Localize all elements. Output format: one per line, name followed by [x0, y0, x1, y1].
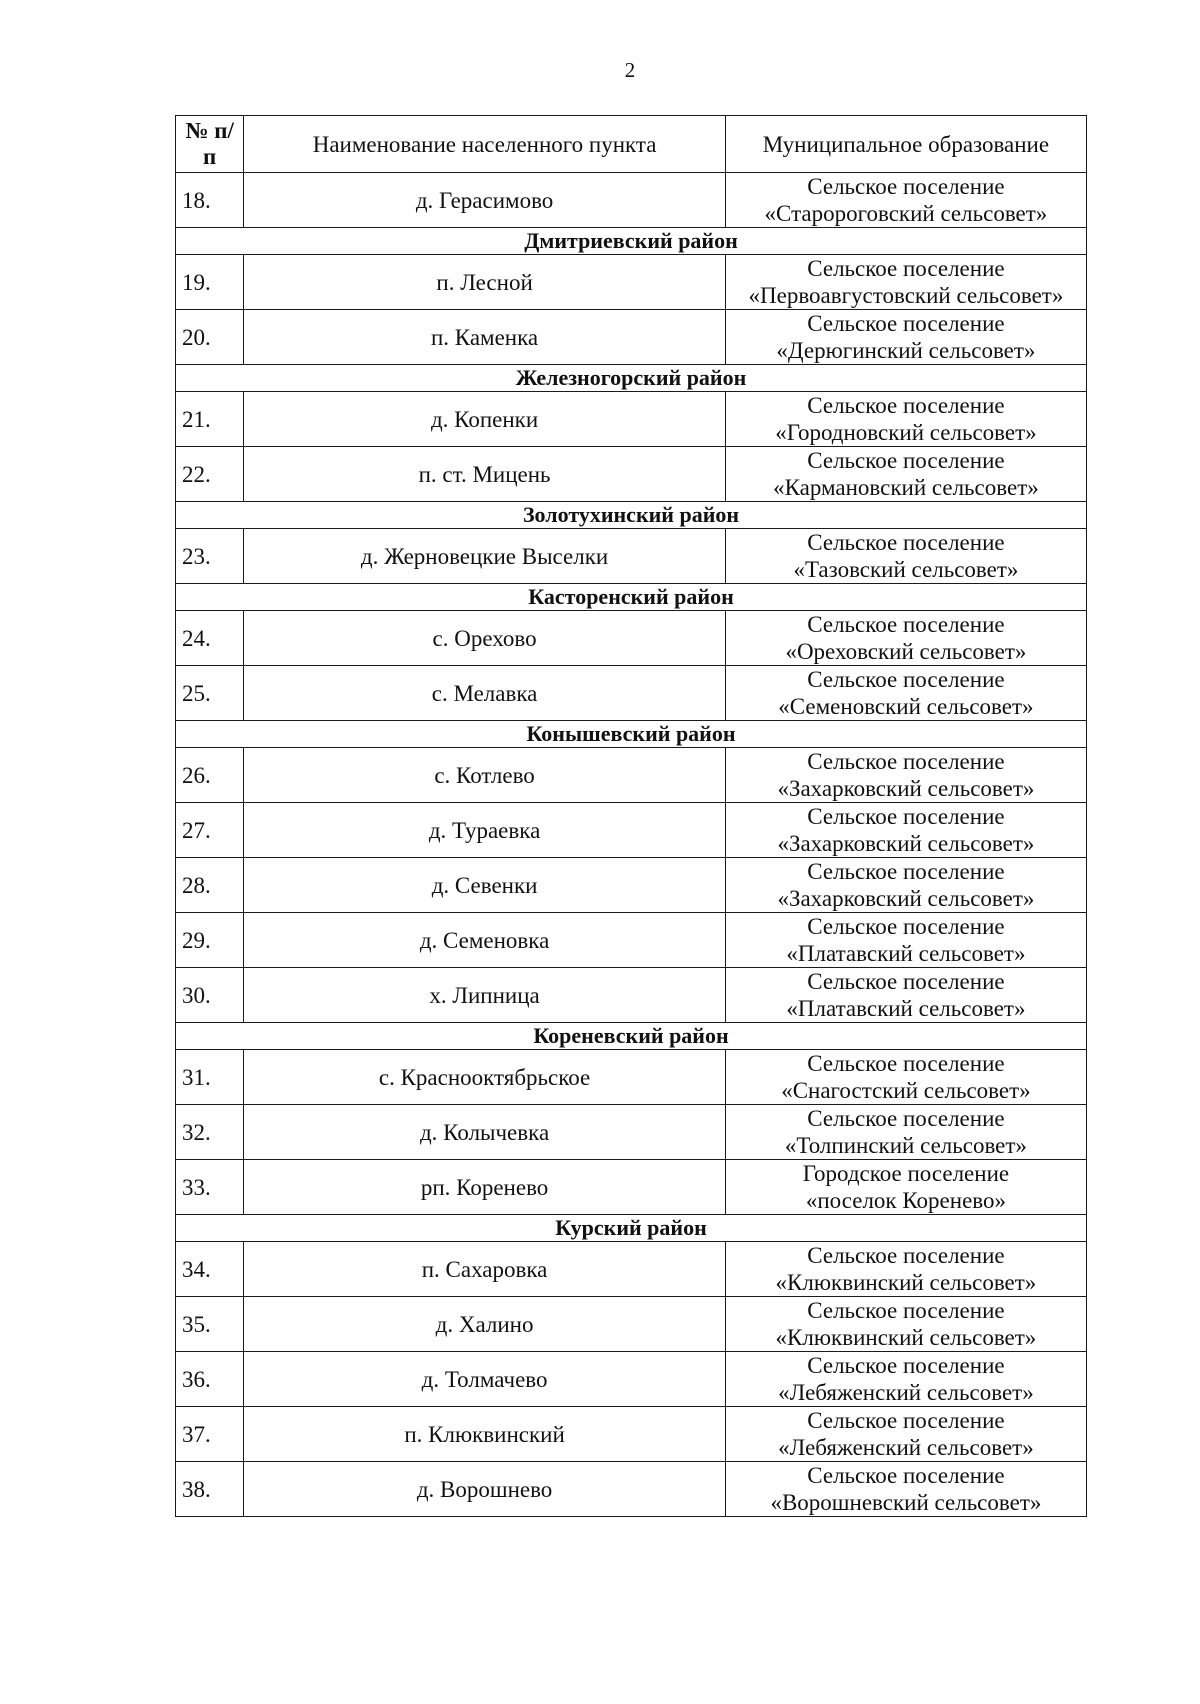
municipality-name: «Захарковский сельсовет» — [777, 776, 1035, 801]
table-row — [176, 968, 1087, 1023]
municipality-type: Сельское поселение — [807, 1051, 1005, 1076]
district-header-row — [176, 1215, 1087, 1242]
municipality-type: Сельское поселение — [807, 612, 1005, 637]
table-row — [176, 611, 1087, 666]
settlement-name: д. Герасимово — [244, 173, 726, 228]
row-number: 18. — [176, 173, 244, 228]
settlement-name: х. Липница — [244, 968, 726, 1023]
page-number: 2 — [624, 58, 636, 82]
row-number: 20. — [176, 310, 244, 365]
municipality-name: «Клюквинский сельсовет» — [775, 1270, 1037, 1295]
row-number: 29. — [176, 913, 244, 968]
table-row — [176, 1462, 1087, 1517]
municipality-name: «Первоавгустовский сельсовет» — [748, 283, 1064, 308]
row-number: 35. — [176, 1297, 244, 1352]
municipality-name: «Снагостский сельсовет» — [781, 1078, 1031, 1103]
row-number: 24. — [176, 611, 244, 666]
municipality-name: «Старороговский сельсовет» — [764, 201, 1048, 226]
settlement-name: с. Котлево — [244, 748, 726, 803]
row-number: 32. — [176, 1105, 244, 1160]
table-body — [176, 173, 1087, 1517]
municipality-cell — [725, 1160, 1086, 1215]
settlement-name: д. Тураевка — [244, 803, 726, 858]
table-row — [176, 255, 1087, 310]
table-row — [176, 447, 1087, 502]
district-title: Курский район — [176, 1215, 1087, 1242]
settlement-name: д. Халино — [244, 1297, 726, 1352]
row-number: 34. — [176, 1242, 244, 1297]
municipality-cell — [725, 529, 1086, 584]
municipality-cell — [725, 447, 1086, 502]
municipality-name: «Платавский сельсовет» — [786, 996, 1026, 1021]
settlement-name: с. Орехово — [244, 611, 726, 666]
settlement-name: п. Клюквинский — [244, 1407, 726, 1462]
municipality-type: Сельское поселение — [807, 804, 1005, 829]
row-number: 33. — [176, 1160, 244, 1215]
municipality-name: «Захарковский сельсовет» — [777, 831, 1035, 856]
table-row — [176, 1160, 1087, 1215]
district-header-row — [176, 502, 1087, 529]
district-header-row — [176, 365, 1087, 392]
municipality-name: «Тазовский сельсовет» — [793, 557, 1019, 582]
district-title: Кореневский район — [176, 1023, 1087, 1050]
municipality-type: Сельское поселение — [807, 530, 1005, 555]
header-settlement-name: Наименование населенного пункта — [244, 116, 726, 173]
row-number: 30. — [176, 968, 244, 1023]
settlement-name: с. Краснооктябрьское — [244, 1050, 726, 1105]
municipality-type: Сельское поселение — [807, 174, 1005, 199]
header-municipality: Муниципальное образование — [725, 116, 1086, 173]
table-row — [176, 1050, 1087, 1105]
settlement-name: п. Сахаровка — [244, 1242, 726, 1297]
municipality-type: Городское поселение — [802, 1161, 1010, 1186]
district-title: Дмитриевский район — [176, 228, 1087, 255]
municipality-name: «поселок Коренево» — [805, 1188, 1006, 1213]
municipality-cell — [725, 1242, 1086, 1297]
row-number: 23. — [176, 529, 244, 584]
settlement-name: д. Копенки — [244, 392, 726, 447]
row-number: 37. — [176, 1407, 244, 1462]
municipality-type: Сельское поселение — [807, 311, 1005, 336]
district-title: Золотухинский район — [176, 502, 1087, 529]
row-number: 26. — [176, 748, 244, 803]
district-title: Конышевский район — [176, 721, 1087, 748]
municipality-cell — [725, 1105, 1086, 1160]
municipality-name: «Лебяженский сельсовет» — [778, 1435, 1034, 1460]
row-number: 19. — [176, 255, 244, 310]
district-title: Касторенский район — [176, 584, 1087, 611]
municipality-type: Сельское поселение — [807, 859, 1005, 884]
municipality-name: «Городновский сельсовет» — [775, 420, 1037, 445]
municipality-type: Сельское поселение — [807, 256, 1005, 281]
row-number: 36. — [176, 1352, 244, 1407]
municipality-type: Сельское поселение — [807, 914, 1005, 939]
municipality-cell — [725, 1352, 1086, 1407]
municipality-cell — [725, 392, 1086, 447]
table-row — [176, 173, 1087, 228]
municipality-name: «Лебяженский сельсовет» — [778, 1380, 1034, 1405]
municipality-type: Сельское поселение — [807, 448, 1005, 473]
municipality-cell — [725, 310, 1086, 365]
municipality-name: «Семеновский сельсовет» — [778, 694, 1034, 719]
settlement-name: рп. Коренево — [244, 1160, 726, 1215]
settlement-name: д. Жерновецкие Выселки — [244, 529, 726, 584]
municipality-cell — [725, 173, 1086, 228]
table-row — [176, 803, 1087, 858]
municipality-type: Сельское поселение — [807, 1243, 1005, 1268]
settlement-name: д. Ворошнево — [244, 1462, 726, 1517]
municipality-cell — [725, 666, 1086, 721]
municipality-cell — [725, 1050, 1086, 1105]
municipality-type: Сельское поселение — [807, 1106, 1005, 1131]
municipality-cell — [725, 611, 1086, 666]
municipality-cell — [725, 1462, 1086, 1517]
table-row — [176, 1407, 1087, 1462]
district-title: Железногорский район — [176, 365, 1087, 392]
municipality-cell — [725, 968, 1086, 1023]
settlement-name: д. Севенки — [244, 858, 726, 913]
municipality-name: «Кармановский сельсовет» — [773, 475, 1039, 500]
municipality-cell — [725, 858, 1086, 913]
settlement-name: д. Толмачево — [244, 1352, 726, 1407]
settlement-name: п. ст. Мицень — [244, 447, 726, 502]
municipality-name: «Ореховский сельсовет» — [785, 639, 1027, 664]
header-number: № п/п — [176, 116, 244, 173]
table-row — [176, 1242, 1087, 1297]
municipality-type: Сельское поселение — [807, 749, 1005, 774]
municipality-type: Сельское поселение — [807, 1463, 1005, 1488]
municipality-type: Сельское поселение — [807, 1408, 1005, 1433]
municipality-type: Сельское поселение — [807, 393, 1005, 418]
municipality-type: Сельское поселение — [807, 1298, 1005, 1323]
table-row — [176, 310, 1087, 365]
municipality-cell — [725, 1297, 1086, 1352]
row-number: 27. — [176, 803, 244, 858]
table-row — [176, 1105, 1087, 1160]
table-row — [176, 858, 1087, 913]
municipality-cell — [725, 255, 1086, 310]
settlement-name: п. Лесной — [244, 255, 726, 310]
table-row — [176, 666, 1087, 721]
row-number: 25. — [176, 666, 244, 721]
settlements-table — [175, 115, 1087, 1517]
settlement-name: п. Каменка — [244, 310, 726, 365]
row-number: 28. — [176, 858, 244, 913]
municipality-type: Сельское поселение — [807, 969, 1005, 994]
table-row — [176, 913, 1087, 968]
row-number: 31. — [176, 1050, 244, 1105]
settlement-name: д. Семеновка — [244, 913, 726, 968]
municipality-name: «Платавский сельсовет» — [786, 941, 1026, 966]
table-row — [176, 529, 1087, 584]
municipality-type: Сельское поселение — [807, 667, 1005, 692]
municipality-name: «Захарковский сельсовет» — [777, 886, 1035, 911]
municipality-cell — [725, 1407, 1086, 1462]
settlement-name: с. Мелавка — [244, 666, 726, 721]
header-row — [176, 116, 1087, 173]
table-row — [176, 748, 1087, 803]
row-number: 38. — [176, 1462, 244, 1517]
row-number: 21. — [176, 392, 244, 447]
table-row — [176, 392, 1087, 447]
district-header-row — [176, 584, 1087, 611]
municipality-name: «Дерюгинский сельсовет» — [776, 338, 1036, 363]
municipality-name: «Ворошневский сельсовет» — [770, 1490, 1042, 1515]
settlement-name: д. Колычевка — [244, 1105, 726, 1160]
table-header — [176, 116, 1087, 173]
district-header-row — [176, 1023, 1087, 1050]
table-row — [176, 1352, 1087, 1407]
municipality-name: «Толпинский сельсовет» — [784, 1133, 1027, 1158]
municipality-cell — [725, 913, 1086, 968]
district-header-row — [176, 228, 1087, 255]
row-number: 22. — [176, 447, 244, 502]
municipality-cell — [725, 748, 1086, 803]
municipality-type: Сельское поселение — [807, 1353, 1005, 1378]
municipality-name: «Клюквинский сельсовет» — [775, 1325, 1037, 1350]
table-row — [176, 1297, 1087, 1352]
district-header-row — [176, 721, 1087, 748]
municipality-cell — [725, 803, 1086, 858]
